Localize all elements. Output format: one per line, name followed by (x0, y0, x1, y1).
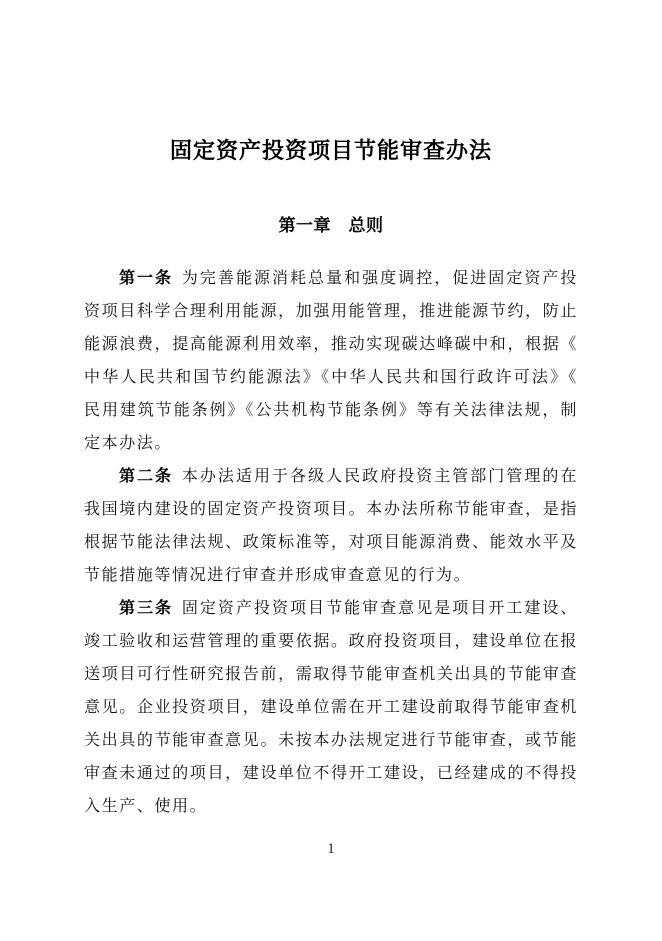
article-1 (84, 262, 578, 460)
article-3-label: 第三条 (119, 600, 174, 617)
article-1-label: 第一条 (119, 270, 174, 287)
chapter-heading: 第一章 总则 (278, 216, 384, 235)
article-1-text: 为完善能源消耗总量和强度调控，促进固定资产投资项目科学合理利用能源，加强用能管理，推进能源节约，防止能源浪费，提高能源利用效率，推动实现碳达峰碳中和，根据《中华人民共和国节约能源法》《中华人民共和国行政许可法》《民用建筑节能条例》《公共机构节能条例》等有关法律法规，制定本办法。 (84, 270, 578, 452)
article-3-text: 固定资产投资项目节能审查意见是项目开工建设、竣工验收和运营管理的重要依据。政府投资项目，建设单位在报送项目可行性研究报告前，需取得节能审查机关出具的节能审查意见。企业投资项目，建设单位需在开工建设前取得节能审查机关出具的节能审查意见。未按本办法规定进行节能审查，或节能审查未通过的项目，建设单位不得开工建设，已经建成的不得投入生产、使用。 (84, 600, 578, 815)
document-title: 固定资产投资项目节能审查办法 (169, 138, 492, 163)
article-2-text: 本办法适用于各级人民政府投资主管部门管理的在我国境内建设的固定资产投资项目。本办法所称节能审查，是指根据节能法律法规、政策标准等，对项目能源消费、能效水平及节能措施等情况进行审查并形成审查意见的行为。 (84, 468, 578, 584)
page-number: 1 (327, 841, 335, 857)
document-body (84, 262, 578, 823)
article-2 (84, 460, 578, 592)
article-2-label: 第二条 (119, 468, 174, 485)
article-3 (84, 592, 578, 823)
